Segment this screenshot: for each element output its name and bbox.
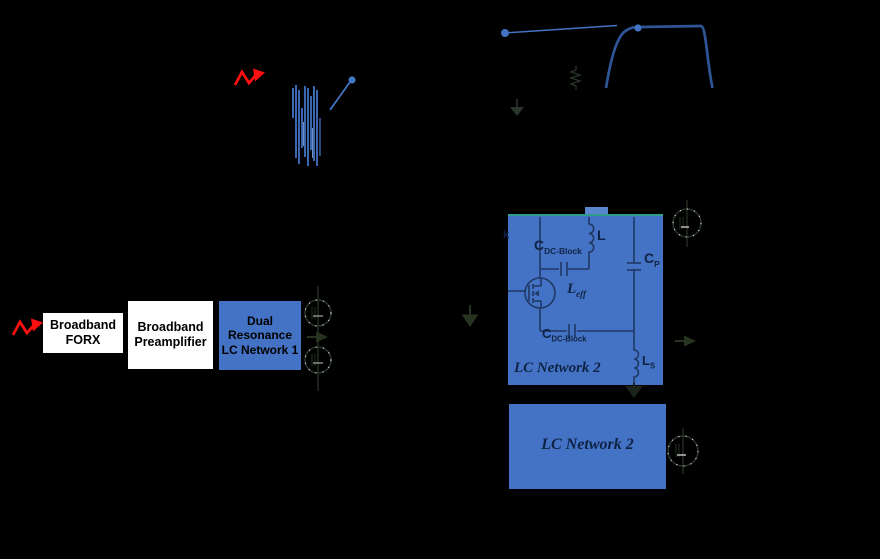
mosfet-pair-dark [305, 286, 331, 391]
dark-arrow-right-output [675, 336, 696, 347]
block-dualres-line1: Dual [246, 314, 273, 329]
mosfet-symbol-dark-bottom [305, 347, 331, 373]
label-inductor-eff-sub: eff [576, 289, 586, 299]
label-inductor-series [642, 353, 655, 371]
mosfet-symbol-dotted-bottom-right [668, 428, 698, 474]
response-marker-dot-left [501, 29, 509, 37]
mosfet-symbol-dark-top [305, 300, 331, 326]
label-inductor-eff-sym: L [567, 281, 577, 297]
dark-arrow-down-ls [625, 383, 643, 398]
block-broadband-forx-line2: FORX [65, 333, 101, 347]
label-cap-parallel-sub: P [654, 258, 660, 269]
label-inductor-series-sub: S [649, 361, 656, 371]
dark-arrow-right-between-mosfets [307, 332, 328, 343]
rf-input-arrow-icon-top [235, 69, 265, 86]
faint-resistor-icon [571, 66, 580, 90]
response-marker-dot-plateau [634, 24, 641, 31]
mosfet-symbol-dotted-top-right [673, 200, 701, 247]
label-cap-dc-block-bottom [542, 326, 586, 344]
dark-arrow-down-left [462, 305, 479, 327]
label-cap-parallel-sym: C [644, 250, 655, 266]
block-dualres-line3: LC Network 1 [221, 342, 299, 357]
probe-pointer-line [330, 76, 356, 110]
block-preamp-line2: Preamplifier [134, 335, 207, 349]
block-dualres-line2: Resonance [227, 328, 293, 343]
probe-dot-icon [348, 76, 355, 83]
rf-burst-waveform [293, 85, 320, 166]
label-cap-dc-block-top-sym: C [534, 237, 545, 253]
label-cap-dc-block-top-sub: DC-Block [544, 245, 582, 256]
response-thick-curve [606, 26, 713, 88]
label-cap-dc-block-top [534, 237, 582, 256]
block-broadband-forx [43, 313, 123, 353]
label-lc-network-2-block-title: LC Network 2 [541, 436, 634, 453]
label-inductor-l: L [597, 227, 606, 243]
block-preamp-line1: Broadband [137, 320, 204, 335]
label-inductor-eff [567, 281, 586, 299]
block-dual-resonance-lc-network-1 [219, 301, 301, 370]
response-thin-line [505, 26, 617, 34]
response-curve-panel [501, 24, 713, 88]
label-inductor-series-sym: L [642, 353, 650, 368]
label-cap-parallel [644, 250, 660, 269]
label-lc-network-2-detail-title: LC Network 2 [514, 360, 601, 376]
edge-text-fragment: k [503, 229, 510, 241]
label-cap-dc-block-bottom-sub: DC-Block [551, 334, 587, 344]
label-cap-dc-block-bottom-sym: C [542, 326, 552, 341]
block-broadband-forx-line1: Broadband [50, 318, 116, 333]
block-broadband-preamplifier [128, 301, 213, 369]
faint-ground-arrow-icon [510, 99, 524, 116]
rf-input-arrow-icon-left [13, 319, 43, 336]
